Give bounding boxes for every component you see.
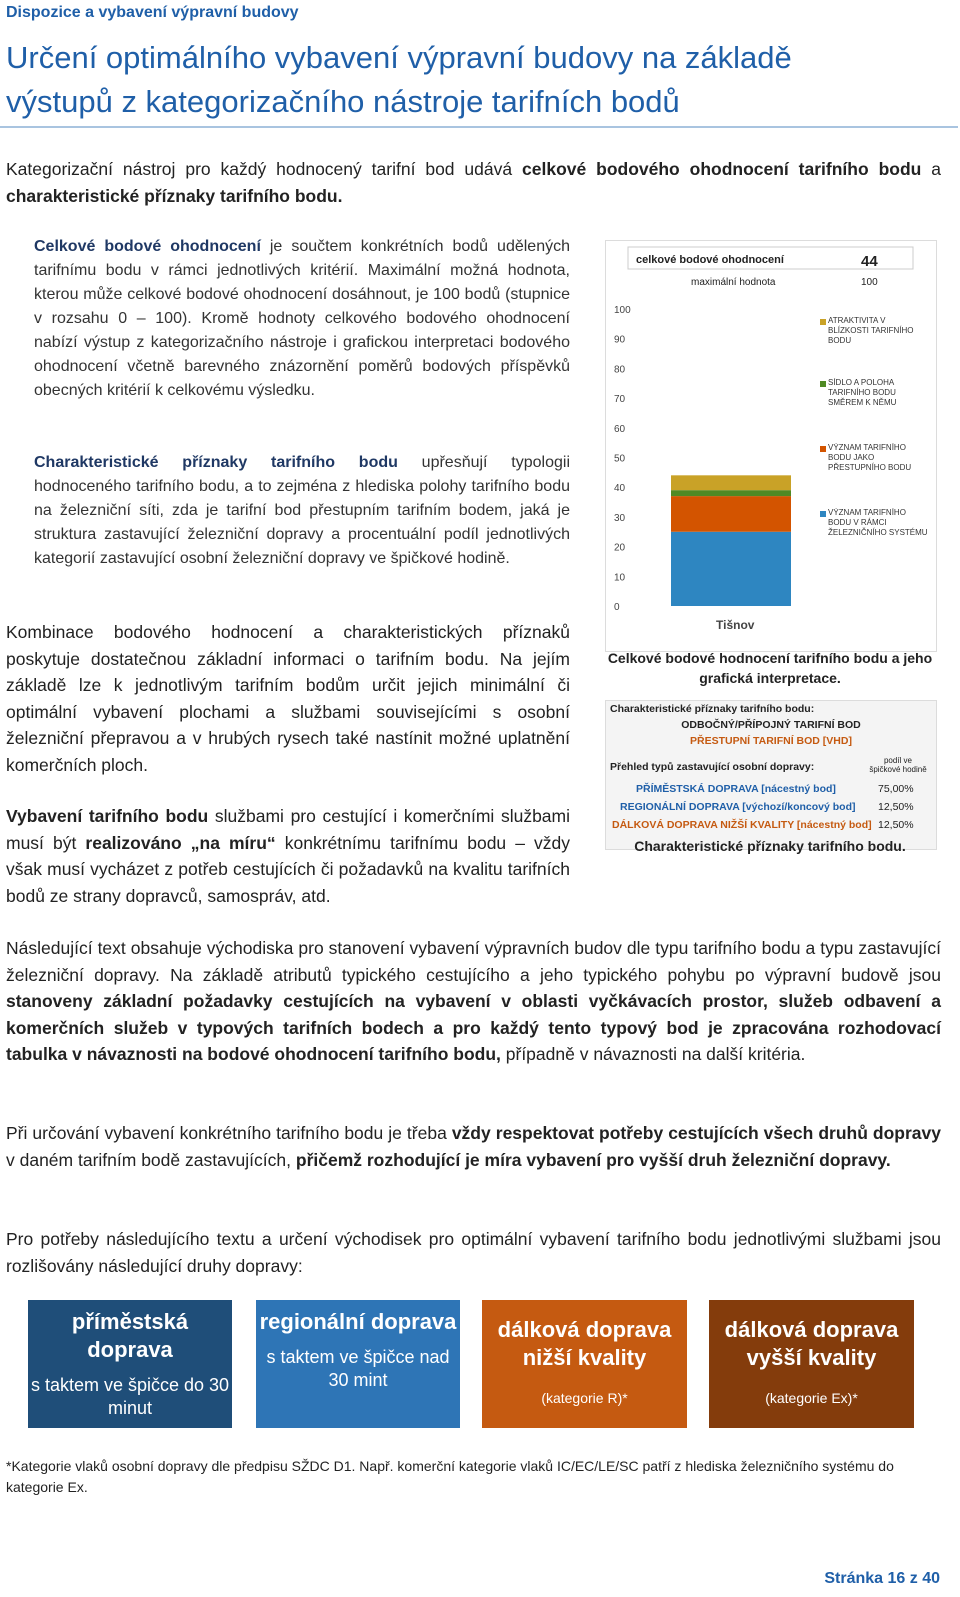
legend-label: VÝZNAM TARIFNÍHO BODU V RÁMCI ŽELEZNIČNÍHO SYSTÉMU — [828, 508, 928, 537]
chart-caption: Celkové bodové hodnocení tarifního bodu a jeho grafická interpretace. — [607, 650, 933, 686]
row-value: 12,50% — [878, 801, 914, 813]
page-title: Určení optimálního vybavení výpravní budovy na základě výstupů z kategorizačního nástroje tarifních bodů — [6, 40, 792, 119]
type-title: regionální doprava — [259, 1309, 457, 1334]
page-number: Stránka 16 z 40 — [824, 1570, 940, 1587]
legend-label: ATRAKTIVITA V BLÍZKOSTI TARIFNÍHO BODU — [828, 316, 914, 345]
row-label: DÁLKOVÁ DOPRAVA NIŽŠÍ KVALITY [nácestný bod] — [612, 819, 872, 831]
header-divider — [0, 126, 958, 128]
y-tick-label: 20 — [614, 542, 626, 554]
table-caption: Charakteristické příznaky tarifního bodu. — [634, 838, 906, 854]
type-box-longdistance-higher — [709, 1300, 914, 1428]
bar-segment — [671, 496, 791, 532]
y-tick-label: 30 — [614, 512, 626, 524]
table-header: Charakteristické příznaky tarifního bodu: — [610, 703, 815, 715]
equip-text-2: konkrétnímu tarifnímu bodu – vždy však musí vycházet z potřeb cestujících či požadavků na kvalitu tarifních bodů ze strany dopravců, samospráv, atd. — [6, 832, 571, 906]
legend-swatch — [820, 381, 826, 387]
type-title: dálková doprava nižší kvality — [497, 1317, 672, 1370]
type-subtitle: (kategorie R)* — [541, 1390, 628, 1406]
types-paragraph: Pro potřeby následujícího textu a určení východisek pro optimální vybavení tarifního bodu jednotlivými službami jsou rozlišovány následující druhy dopravy: — [6, 1229, 941, 1276]
table-row-transfer: PŘESTUPNÍ TARIFNÍ BOD [VHD] — [690, 735, 852, 747]
section-header: Dispozice a vybavení výpravní budovy — [6, 4, 299, 21]
type-subtitle: s taktem ve špičce do 30 minut — [30, 1375, 230, 1418]
legend-label: SÍDLO A POLOHA TARIFNÍHO BODU SMĚREM K NĚMU — [828, 378, 897, 407]
legend-swatch — [820, 511, 826, 517]
bar-segment — [671, 532, 791, 606]
intro-bold-2: charakteristické příznaky tarifního bodu. — [6, 185, 343, 206]
max-label: maximální hodnota — [691, 277, 776, 288]
intro-paragraph — [6, 156, 941, 209]
total-score-value: 44 — [861, 253, 878, 270]
row-label: PŘÍMĚSTSKÁ DOPRAVA [nácestný bod] — [636, 783, 836, 795]
y-tick-label: 100 — [614, 305, 631, 316]
following-paragraph — [6, 935, 941, 1068]
features-text: upřesňují typologii hodnoceného tarifního bodu, a to zejména z hlediska polohy tarifního bodu na železniční síti, zda je tarifní bod přestupním tarifním bodem, jaká je struktura zastavující železniční dopravy a procentuální podíl jednotlivých kategorií zastavující osobní železniční dopravy ve špičkové hodině. — [34, 454, 570, 567]
intro-text-2: a — [921, 159, 941, 179]
score-chart-svg — [606, 241, 936, 651]
row-label: REGIONÁLNÍ DOPRAVA [výchozí/koncový bod] — [620, 801, 856, 813]
type-title: dálková doprava vyšší kvality — [724, 1317, 899, 1370]
type-subtitle: s taktem ve špičce nad 30 mint — [266, 1347, 450, 1390]
y-axis — [614, 305, 631, 613]
following-text-1: Následující text obsahuje východiska pro stanovení vybavení výpravních budov dle typu tarifního bodu a typu zastavující železniční dopravy. Na základě atributů typického cestujícího a jeho typického pohybu po výpravní budově jsou — [6, 938, 941, 985]
equipment-paragraph — [6, 803, 570, 909]
score-text: je součtem konkrétních bodů udělených tarifnímu bodu v rámci jednotlivých kritérií. Maximální možná hodnota, kterou může celkové bodové ohodnocení dosáhnout, je 100 bodů (stupnice v rozsahu 0 – 100). Kromě hodnoty celkového bodového ohodnocení nabízí výstup z kategorizačního nástroje i grafickou interpretaci bodového ohodnocení včetně barevného znázornění poměrů bodových příspěvků obecných kritérií k celkovému výsledku. — [34, 238, 570, 399]
respect-text-1: Při určování vybavení konkrétního tarifního bodu je třeba — [6, 1123, 452, 1143]
row-value: 12,50% — [878, 819, 914, 831]
transport-types — [28, 1300, 933, 1428]
footnote: *Kategorie vlaků osobní dopravy dle předpisu SŽDC D1. Např. komerční kategorie vlaků IC/EC/LE/SC patří z hlediska železničního systému do kategorie Ex. — [6, 1458, 894, 1495]
bar-stack — [671, 475, 791, 606]
legend-swatch — [820, 319, 826, 325]
category-label: Tišnov — [716, 618, 755, 632]
combination-paragraph: Kombinace bodového hodnocení a charakteristických příznaků poskytuje dostatečnou základní informaci o tarifním bodu. Na jejím základě lze k jednotlivým tarifním bodům určit jejich minimální či optimální vybavení plochami a službami souvisejícími s osobní železniční přepravou a v hrubých rysech také nastínit možné uplatnění komerčních ploch. — [6, 622, 570, 775]
score-bold: Celkové bodové ohodnocení — [34, 238, 261, 255]
features-bold: Charakteristické příznaky tarifního bodu — [34, 454, 398, 471]
y-tick-label: 50 — [614, 453, 626, 465]
y-tick-label: 0 — [614, 602, 620, 613]
score-chart — [605, 240, 937, 652]
type-box-longdistance-lower — [482, 1300, 687, 1428]
type-box-regional — [256, 1300, 460, 1428]
chart-title: celkové bodové ohodnocení — [636, 254, 784, 266]
equip-bold-1: Vybavení tarifního bodu — [6, 806, 209, 826]
bar-segment — [671, 475, 791, 490]
following-bold: stanoveny základní požadavky cestujících na vybavení v oblasti vyčkávacích prostor, služeb odbavení a komerčních služeb v typových tarifních bodech a pro každý tento typový bod je zpracována rozhodovací tabulka v návaznosti na bodové ohodnocení tarifního bodu, — [6, 991, 941, 1064]
equip-text-1: službami pro cestující i komerčními službami musí být — [6, 806, 570, 853]
respect-bold-1: vždy respektovat potřeby cestujících všech druhů dopravy — [451, 1123, 941, 1143]
table-overview: Přehled typů zastavující osobní dopravy: — [610, 761, 815, 773]
features-table — [605, 700, 937, 850]
chart-legend — [820, 316, 928, 552]
bar-segment — [671, 490, 791, 496]
respect-paragraph — [6, 1120, 941, 1173]
score-paragraph — [34, 235, 570, 403]
y-tick-label: 80 — [614, 364, 626, 376]
intro-bold-1: celkové bodového ohodnocení tarifního bodu — [522, 159, 922, 179]
respect-text-2: v daném tarifním bodě zastavujících, — [6, 1149, 296, 1170]
legend-label: VÝZNAM TARIFNÍHO BODU JAKO PŘESTUPNÍHO BODU — [828, 443, 912, 472]
y-tick-label: 10 — [614, 572, 626, 584]
y-tick-label: 90 — [614, 334, 626, 346]
type-box-suburban — [28, 1300, 232, 1428]
type-title: příměstská doprava — [71, 1309, 189, 1362]
features-paragraph — [34, 451, 570, 571]
type-subtitle: (kategorie Ex)* — [765, 1390, 858, 1406]
y-tick-label: 40 — [614, 483, 626, 495]
following-text-2: případně v návaznosti na další kritéria. — [500, 1044, 806, 1064]
y-tick-label: 60 — [614, 423, 626, 435]
respect-bold-2: přičemž rozhodující je míra vybavení pro vyšší druh železniční dopravy. — [295, 1149, 891, 1170]
max-value: 100 — [861, 277, 878, 288]
intro-text-1: Kategorizační nástroj pro každý hodnocený tarifní bod udává — [6, 159, 523, 179]
table-row-branch: ODBOČNÝ/PŘÍPOJNÝ TARIFNÍ BOD — [681, 719, 861, 731]
share-label: podíl ve špičkové hodině — [869, 756, 927, 774]
legend-swatch — [820, 446, 826, 452]
equip-bold-2: realizováno „na míru“ — [85, 832, 276, 853]
row-value: 75,00% — [878, 783, 914, 795]
y-tick-label: 70 — [614, 394, 626, 406]
